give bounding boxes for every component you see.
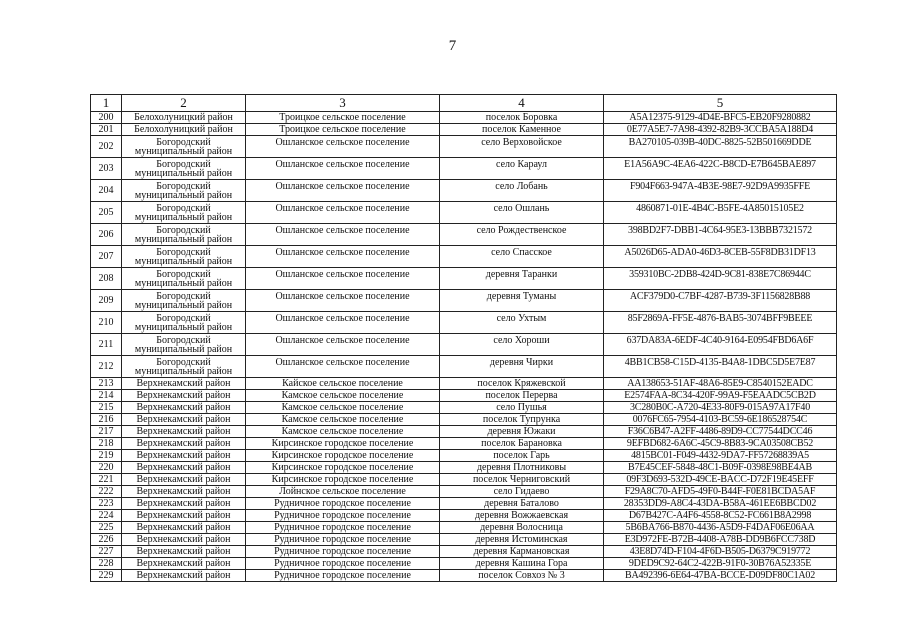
- row-number: 208: [91, 268, 122, 290]
- settlement-cell: Ошланское сельское поселение: [246, 268, 440, 290]
- settlement-cell: Ошланское сельское поселение: [246, 136, 440, 158]
- row-number: 216: [91, 414, 122, 426]
- district-cell: Богородский муниципальный район: [122, 136, 246, 158]
- row-number: 217: [91, 426, 122, 438]
- table-row: [91, 498, 837, 510]
- row-number: 222: [91, 486, 122, 498]
- row-number: 205: [91, 202, 122, 224]
- column-header: 2: [122, 95, 246, 112]
- settlement-cell: Ошланское сельское поселение: [246, 202, 440, 224]
- district-cell: Верхнекамский район: [122, 378, 246, 390]
- guid-cell: 4815BC01-F049-4432-9DA7-FF57268839A5: [604, 450, 837, 462]
- guid-cell: 85F2869A-FF5E-4876-BAB5-3074BFF9BEEE: [604, 312, 837, 334]
- row-number: 203: [91, 158, 122, 180]
- locality-cell: село Лобань: [440, 180, 604, 202]
- locality-cell: поселок Кряжевской: [440, 378, 604, 390]
- column-header: 5: [604, 95, 837, 112]
- row-number: 225: [91, 522, 122, 534]
- settlement-cell: Рудничное городское поселение: [246, 522, 440, 534]
- district-cell: Богородский муниципальный район: [122, 158, 246, 180]
- table-body: [91, 112, 837, 582]
- settlement-cell: Ошланское сельское поселение: [246, 356, 440, 378]
- table-row: [91, 414, 837, 426]
- locality-cell: поселок Черниговский: [440, 474, 604, 486]
- locality-cell: деревня Чирки: [440, 356, 604, 378]
- row-number: 202: [91, 136, 122, 158]
- district-cell: Верхнекамский район: [122, 570, 246, 582]
- guid-cell: E1A56A9C-4EA6-422C-B8CD-E7B645BAE897: [604, 158, 837, 180]
- guid-cell: 28353DD9-A8C4-43DA-B58A-461EE6BBCD02: [604, 498, 837, 510]
- guid-cell: E3D972FE-B72B-4408-A78B-DD9B6FCC738D: [604, 534, 837, 546]
- settlement-cell: Лойнское сельское поселение: [246, 486, 440, 498]
- locality-cell: село Верховойское: [440, 136, 604, 158]
- district-cell: Верхнекамский район: [122, 390, 246, 402]
- locality-cell: село Пушья: [440, 402, 604, 414]
- table-row: [91, 334, 837, 356]
- settlement-cell: Камское сельское поселение: [246, 426, 440, 438]
- locality-cell: село Караул: [440, 158, 604, 180]
- district-cell: Белохолуницкий район: [122, 124, 246, 136]
- table-row: [91, 474, 837, 486]
- table-header-row: [91, 95, 837, 112]
- settlement-cell: Камское сельское поселение: [246, 414, 440, 426]
- district-cell: Верхнекамский район: [122, 510, 246, 522]
- guid-cell: BA270105-039B-40DC-8825-52B501669DDE: [604, 136, 837, 158]
- guid-cell: F36C6B47-A2FF-4486-89D9-CC77544DCC46: [604, 426, 837, 438]
- district-cell: Верхнекамский район: [122, 474, 246, 486]
- row-number: 212: [91, 356, 122, 378]
- guid-cell: 4860871-01E-4B4C-B5FE-4A85015105E2: [604, 202, 837, 224]
- settlement-cell: Рудничное городское поселение: [246, 546, 440, 558]
- district-cell: Верхнекамский район: [122, 414, 246, 426]
- locality-cell: поселок Боровка: [440, 112, 604, 124]
- row-number: 221: [91, 474, 122, 486]
- row-number: 211: [91, 334, 122, 356]
- settlement-cell: Троицкое сельское поселение: [246, 124, 440, 136]
- table-row: [91, 378, 837, 390]
- locality-cell: деревня Вожжаевская: [440, 510, 604, 522]
- guid-cell: 3C280B0C-A720-4E33-80F9-015A97A17F40: [604, 402, 837, 414]
- row-number: 226: [91, 534, 122, 546]
- district-cell: Богородский муниципальный район: [122, 224, 246, 246]
- guid-cell: 637DA83A-6EDF-4C40-9164-E0954FBD6A6F: [604, 334, 837, 356]
- settlement-cell: Рудничное городское поселение: [246, 510, 440, 522]
- settlement-cell: Ошланское сельское поселение: [246, 224, 440, 246]
- district-cell: Богородский муниципальный район: [122, 202, 246, 224]
- table-row: [91, 522, 837, 534]
- district-cell: Верхнекамский район: [122, 546, 246, 558]
- guid-cell: 0076FC65-7954-4103-BC59-6E186528754C: [604, 414, 837, 426]
- guid-cell: 4BB1CB58-C15D-4135-B4A8-1DBC5D5E7E87: [604, 356, 837, 378]
- table-row: [91, 426, 837, 438]
- table-row: [91, 438, 837, 450]
- page-number: 7: [448, 38, 457, 54]
- guid-cell: F904F663-947A-4B3E-98E7-92D9A9935FFE: [604, 180, 837, 202]
- table-row: [91, 486, 837, 498]
- table-row: [91, 546, 837, 558]
- row-number: 214: [91, 390, 122, 402]
- table-row: [91, 402, 837, 414]
- district-cell: Верхнекамский район: [122, 426, 246, 438]
- row-number: 219: [91, 450, 122, 462]
- settlement-cell: Рудничное городское поселение: [246, 558, 440, 570]
- row-number: 201: [91, 124, 122, 136]
- table-row: [91, 180, 837, 202]
- locality-cell: поселок Тупрунка: [440, 414, 604, 426]
- row-number: 229: [91, 570, 122, 582]
- table-row: [91, 158, 837, 180]
- table-row: [91, 534, 837, 546]
- settlement-cell: Кайское сельское поселение: [246, 378, 440, 390]
- table-row: [91, 462, 837, 474]
- row-number: 224: [91, 510, 122, 522]
- settlement-cell: Ошланское сельское поселение: [246, 180, 440, 202]
- locality-cell: деревня Плотниковы: [440, 462, 604, 474]
- guid-cell: 5B6BA766-B870-4436-A5D9-F4DAF06E06AA: [604, 522, 837, 534]
- locality-cell: село Ошлань: [440, 202, 604, 224]
- guid-cell: BA492396-6E64-47BA-BCCE-D09DF80C1A02: [604, 570, 837, 582]
- settlement-cell: Кирсинское городское поселение: [246, 450, 440, 462]
- table-row: [91, 112, 837, 124]
- row-number: 200: [91, 112, 122, 124]
- table-row: [91, 570, 837, 582]
- guid-cell: B7E45CEF-5848-48C1-B09F-0398E98BE4AB: [604, 462, 837, 474]
- locality-cell: поселок Барановка: [440, 438, 604, 450]
- table-row: [91, 558, 837, 570]
- guid-cell: ACF379D0-C7BF-4287-B739-3F1156828B88: [604, 290, 837, 312]
- settlement-cell: Кирсинское городское поселение: [246, 474, 440, 486]
- locality-cell: поселок Гарь: [440, 450, 604, 462]
- locality-cell: деревня Баталово: [440, 498, 604, 510]
- guid-cell: 0E77A5E7-7A98-4392-82B9-3CCBA5A188D4: [604, 124, 837, 136]
- locality-cell: деревня Истоминская: [440, 534, 604, 546]
- guid-cell: 398BD2F7-DBB1-4C64-95E3-13BBB7321572: [604, 224, 837, 246]
- table-row: [91, 246, 837, 268]
- row-number: 204: [91, 180, 122, 202]
- locality-cell: поселок Каменное: [440, 124, 604, 136]
- table-row: [91, 124, 837, 136]
- settlement-cell: Ошланское сельское поселение: [246, 246, 440, 268]
- row-number: 210: [91, 312, 122, 334]
- locality-cell: деревня Таранки: [440, 268, 604, 290]
- locality-cell: деревня Волосница: [440, 522, 604, 534]
- district-cell: Богородский муниципальный район: [122, 312, 246, 334]
- settlement-cell: Кирсинское городское поселение: [246, 438, 440, 450]
- settlement-cell: Рудничное городское поселение: [246, 570, 440, 582]
- guid-cell: D67B427C-A4F6-4558-8C52-FC661B8A2998: [604, 510, 837, 522]
- district-cell: Богородский муниципальный район: [122, 246, 246, 268]
- table-row: [91, 136, 837, 158]
- table-row: [91, 356, 837, 378]
- district-cell: Богородский муниципальный район: [122, 356, 246, 378]
- guid-cell: 9DED9C92-64C2-422B-91F0-30B76A52335E: [604, 558, 837, 570]
- locality-cell: деревня Кашина Гора: [440, 558, 604, 570]
- table-row: [91, 202, 837, 224]
- district-cell: Верхнекамский район: [122, 402, 246, 414]
- guid-cell: 9EFBD682-6A6C-45C9-8B83-9CA03508CB52: [604, 438, 837, 450]
- district-cell: Верхнекамский район: [122, 498, 246, 510]
- locality-cell: село Гидаево: [440, 486, 604, 498]
- district-cell: Богородский муниципальный район: [122, 268, 246, 290]
- district-cell: Верхнекамский район: [122, 522, 246, 534]
- guid-cell: F29A8C70-AFD5-49F0-B44F-F0E81BCDA5AF: [604, 486, 837, 498]
- settlement-cell: Рудничное городское поселение: [246, 534, 440, 546]
- table-row: [91, 450, 837, 462]
- table-row: [91, 268, 837, 290]
- settlement-cell: Ошланское сельское поселение: [246, 334, 440, 356]
- settlement-cell: Кирсинское городское поселение: [246, 462, 440, 474]
- locality-cell: деревня Туманы: [440, 290, 604, 312]
- locality-cell: деревня Кармановская: [440, 546, 604, 558]
- locality-cell: деревня Южаки: [440, 426, 604, 438]
- district-cell: Богородский муниципальный район: [122, 180, 246, 202]
- settlement-cell: Рудничное городское поселение: [246, 498, 440, 510]
- guid-cell: 43E8D74D-F104-4F6D-B505-D6379C919772: [604, 546, 837, 558]
- district-cell: Богородский муниципальный район: [122, 334, 246, 356]
- settlement-cell: Ошланское сельское поселение: [246, 312, 440, 334]
- column-header: 3: [246, 95, 440, 112]
- locality-cell: поселок Перерва: [440, 390, 604, 402]
- settlement-registry-table: [90, 94, 837, 582]
- district-cell: Верхнекамский район: [122, 534, 246, 546]
- column-header: 4: [440, 95, 604, 112]
- column-header: 1: [91, 95, 122, 112]
- settlement-cell: Камское сельское поселение: [246, 390, 440, 402]
- locality-cell: поселок Совхоз № 3: [440, 570, 604, 582]
- guid-cell: E2574FAA-8C34-420F-99A9-F5EAADC5CB2D: [604, 390, 837, 402]
- district-cell: Верхнекамский район: [122, 438, 246, 450]
- district-cell: Верхнекамский район: [122, 450, 246, 462]
- row-number: 228: [91, 558, 122, 570]
- table-row: [91, 390, 837, 402]
- table-row: [91, 224, 837, 246]
- district-cell: Богородский муниципальный район: [122, 290, 246, 312]
- guid-cell: A5A12375-9129-4D4E-BFC5-EB20F9280882: [604, 112, 837, 124]
- settlement-cell: Ошланское сельское поселение: [246, 158, 440, 180]
- guid-cell: 09F3D693-532D-49CE-BACC-D72F19E45EFF: [604, 474, 837, 486]
- settlement-cell: Камское сельское поселение: [246, 402, 440, 414]
- row-number: 206: [91, 224, 122, 246]
- locality-cell: село Спасское: [440, 246, 604, 268]
- locality-cell: село Рождественское: [440, 224, 604, 246]
- table-row: [91, 510, 837, 522]
- district-cell: Белохолуницкий район: [122, 112, 246, 124]
- row-number: 223: [91, 498, 122, 510]
- settlement-cell: Троицкое сельское поселение: [246, 112, 440, 124]
- settlement-cell: Ошланское сельское поселение: [246, 290, 440, 312]
- row-number: 213: [91, 378, 122, 390]
- table-row: [91, 312, 837, 334]
- district-cell: Верхнекамский район: [122, 558, 246, 570]
- table-row: [91, 290, 837, 312]
- row-number: 220: [91, 462, 122, 474]
- guid-cell: AA138653-51AF-48A6-85E9-C8540152EADC: [604, 378, 837, 390]
- row-number: 207: [91, 246, 122, 268]
- locality-cell: село Хороши: [440, 334, 604, 356]
- locality-cell: село Ухтым: [440, 312, 604, 334]
- row-number: 209: [91, 290, 122, 312]
- district-cell: Верхнекамский район: [122, 486, 246, 498]
- guid-cell: A5026D65-ADA0-46D3-8CEB-55F8DB31DF13: [604, 246, 837, 268]
- district-cell: Верхнекамский район: [122, 462, 246, 474]
- row-number: 215: [91, 402, 122, 414]
- guid-cell: 359310BC-2DB8-424D-9C81-838E7C86944C: [604, 268, 837, 290]
- row-number: 227: [91, 546, 122, 558]
- row-number: 218: [91, 438, 122, 450]
